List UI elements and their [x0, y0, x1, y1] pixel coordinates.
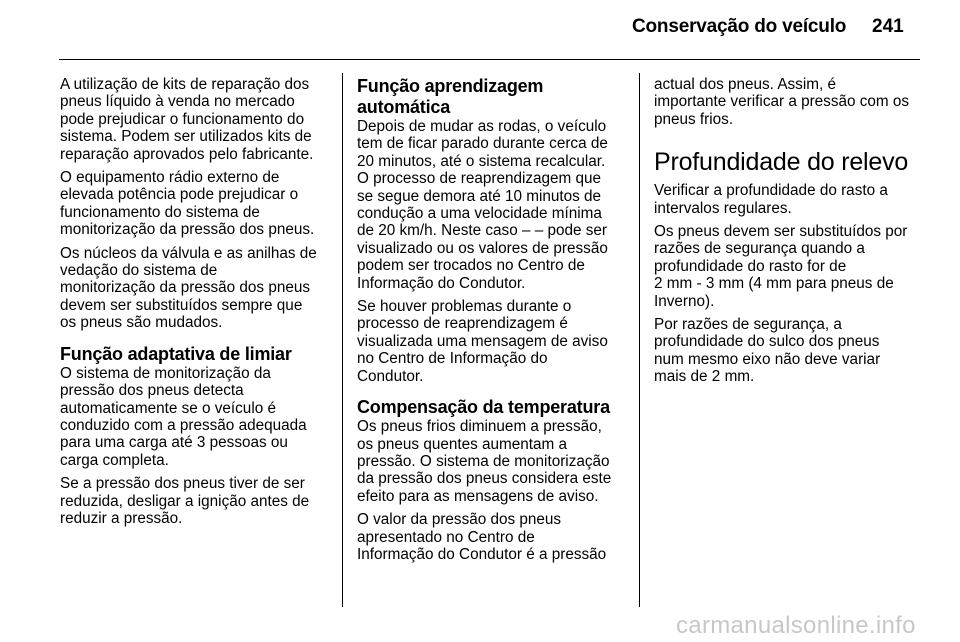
paragraph-replace-tyres [654, 223, 924, 310]
text-line: visualizada uma mensagem de aviso [357, 332, 608, 350]
text-line: 2 mm - 3 mm (4 mm para pneus de [654, 275, 894, 293]
text-line: importante verificar a pressão com os [654, 93, 910, 111]
text-line: Se houver problemas durante o [357, 298, 572, 316]
text-line: Os pneus devem ser substituídos por [654, 223, 908, 241]
text-line: no Centro de Informação do [357, 350, 548, 368]
text-line: A utilização de kits de reparação dos [60, 76, 310, 93]
text-line: O sistema de monitorização da [60, 364, 271, 382]
text-line: Os pneus frios diminuem a pressão, [357, 418, 602, 436]
text-line: mais de 2 mm. [654, 368, 755, 386]
text-line: automaticamente se o veículo é [60, 399, 276, 417]
text-line: pneus líquido à venda no mercado [60, 93, 295, 111]
paragraph-radio-equipment [60, 169, 330, 239]
header-divider [59, 59, 920, 60]
text-line: sistema. Podem ser utilizados kits de [60, 128, 312, 146]
column-1 [60, 76, 330, 533]
text-line: podem ser trocados no Centro de [357, 257, 585, 275]
paragraph-adaptive-threshold [60, 365, 330, 469]
text-line: condução a uma velocidade mínima [357, 205, 602, 223]
paragraph-wheel-change [357, 118, 627, 292]
text-line: se segue demora até 10 minutos de [357, 187, 602, 205]
text-line: razões de segurança quando a [654, 240, 865, 258]
column-divider [639, 73, 640, 607]
text-line: Inverno). [654, 292, 715, 310]
text-line: intervalos regulares. [654, 199, 792, 217]
text-line: Função aprendizagem [357, 76, 544, 96]
text-line: para uma carga até 3 pessoas ou [60, 434, 288, 452]
watermark: carmanualsonline.info [676, 612, 916, 639]
paragraph-valve-cores [60, 245, 330, 332]
text-line: devem ser substituídos sempre que [60, 296, 303, 314]
page-header-title: Conservação do veículo [632, 16, 847, 37]
text-line: de 20 km/h. Neste caso ‒ ‒ pode ser [357, 222, 607, 240]
text-line: pneus frios. [654, 110, 734, 128]
text-line: pode prejudicar o funcionamento do [60, 110, 305, 128]
heading-tread-depth: Profundidade do relevo [654, 148, 909, 177]
text-line: O equipamento rádio externo de [60, 169, 280, 187]
text-line: Verificar a profundidade do rasto a [654, 182, 888, 200]
heading-adaptive-threshold: Função adaptativa de limiar [60, 343, 292, 364]
paragraph-repair-kits [60, 76, 330, 163]
column-divider [342, 73, 343, 607]
text-line: da pressão dos pneus considera este [357, 470, 612, 488]
text-line: pressão dos pneus detecta [60, 382, 244, 400]
paragraph-learning-problems [357, 298, 627, 385]
column-2 [357, 76, 627, 569]
text-line: Depois de mudar as rodas, o veículo [357, 118, 607, 135]
text-line: conduzido com a pressão adequada [60, 416, 307, 434]
paragraph-current-pressure [654, 76, 924, 128]
text-line: Informação do Condutor é a pressão [357, 545, 607, 563]
text-line: vedação do sistema de [60, 262, 218, 280]
text-line: os pneus são mudados. [60, 314, 223, 332]
text-line: reparação aprovados pelo fabricante. [60, 145, 314, 163]
text-line: 20 minutos, até o sistema recalcular. [357, 152, 606, 170]
text-line: O processo de reaprendizagem que [357, 170, 602, 188]
text-line: visualizado ou os valores de pressão [357, 239, 608, 257]
heading-auto-learning [357, 76, 627, 118]
text-line: os pneus quentes aumentam a [357, 435, 568, 453]
text-line: monitorização da pressão dos pneus. [60, 221, 315, 239]
text-line: carga completa. [60, 451, 169, 469]
text-line: processo de reaprendizagem é [357, 315, 568, 333]
text-line: num mesmo eixo não deve variar [654, 350, 881, 368]
text-line: monitorização da pressão dos pneus [60, 279, 311, 297]
paragraph-axle-difference [654, 316, 924, 386]
text-line: reduzir a pressão. [60, 509, 183, 527]
text-line: Informação do Condutor. [357, 274, 526, 292]
heading-temperature-compensation: Compensação da temperatura [357, 397, 610, 418]
text-line: funcionamento do sistema de [60, 203, 260, 221]
text-line: profundidade do rasto for de [654, 257, 847, 275]
text-line: apresentado no Centro de [357, 528, 535, 546]
text-line: elevada potência pode prejudicar o [60, 186, 299, 204]
page-number: 241 [872, 16, 904, 37]
paragraph-check-depth [654, 182, 924, 217]
text-line: automática [357, 97, 451, 117]
text-line: efeito para as mensagens de aviso. [357, 487, 599, 505]
paragraph-displayed-pressure [357, 511, 627, 563]
paragraph-cold-hot-tyres [357, 418, 627, 505]
text-line: pressão. O sistema de monitorização [357, 452, 610, 470]
text-line: profundidade do sulco dos pneus [654, 333, 880, 351]
text-line: Os núcleos da válvula e as anilhas de [60, 244, 317, 262]
column-3 [654, 76, 924, 392]
text-line: Por razões de segurança, a [654, 316, 842, 334]
text-line: reduzida, desligar a ignição antes de [60, 492, 310, 510]
text-line: O valor da pressão dos pneus [357, 511, 562, 529]
text-line: Se a pressão dos pneus tiver de ser [60, 475, 305, 493]
text-line: tem de ficar parado durante cerca de [357, 135, 608, 153]
text-line: actual dos pneus. Assim, é [654, 76, 836, 93]
text-line: Condutor. [357, 367, 424, 385]
paragraph-reduce-pressure [60, 475, 330, 527]
